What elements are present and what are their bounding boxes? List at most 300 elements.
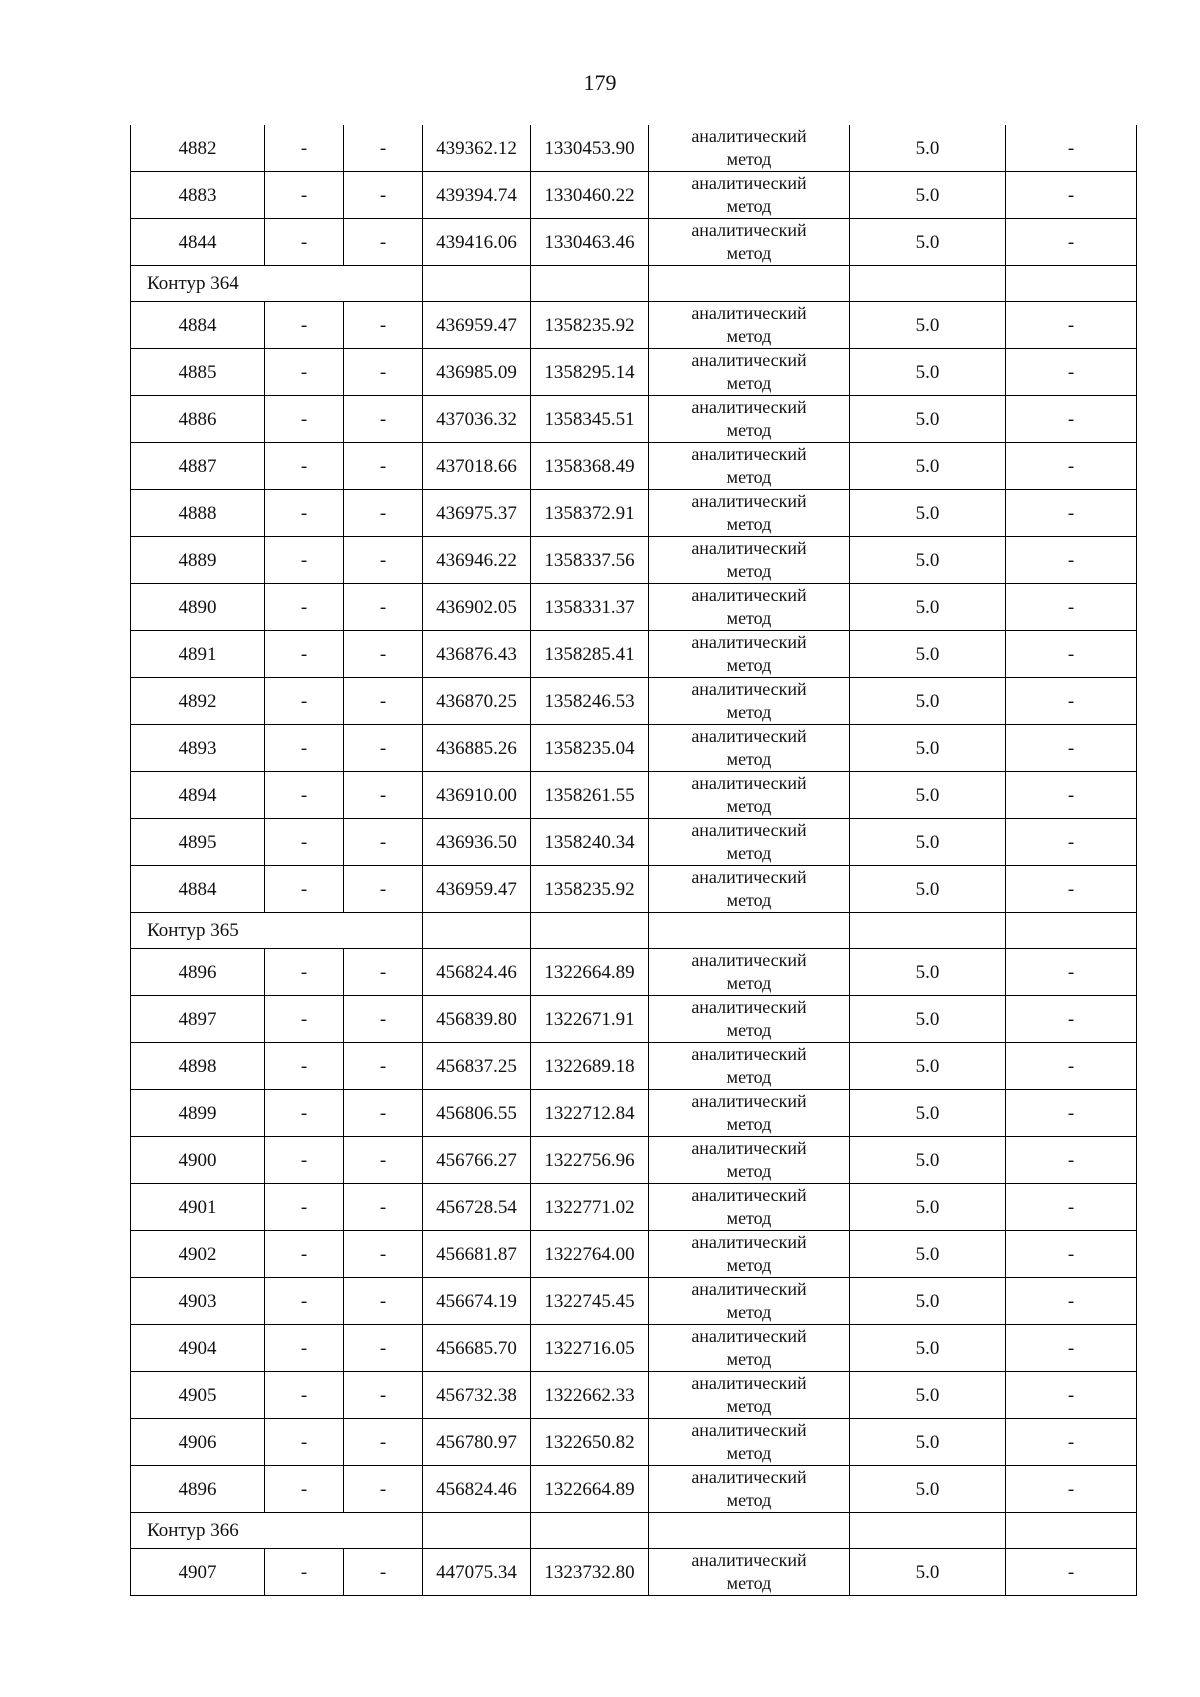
point-number-cell: 4888 bbox=[131, 490, 265, 537]
dash-cell: - bbox=[265, 1419, 344, 1466]
note-cell: - bbox=[1006, 678, 1137, 725]
table-row bbox=[131, 396, 1137, 443]
x-coordinate-cell: 456732.38 bbox=[423, 1372, 531, 1419]
method-text: аналитический bbox=[691, 1138, 807, 1158]
table-row bbox=[131, 949, 1137, 996]
method-cell bbox=[649, 772, 850, 819]
x-coordinate-cell: 436946.22 bbox=[423, 537, 531, 584]
dash-cell: - bbox=[344, 1549, 423, 1596]
empty-cell bbox=[649, 913, 850, 949]
accuracy-cell: 5.0 bbox=[850, 1466, 1006, 1513]
accuracy-cell: 5.0 bbox=[850, 1231, 1006, 1278]
accuracy-cell: 5.0 bbox=[850, 219, 1006, 266]
y-coordinate-cell: 1322756.96 bbox=[531, 1137, 649, 1184]
y-coordinate-cell: 1322671.91 bbox=[531, 996, 649, 1043]
accuracy-cell: 5.0 bbox=[850, 1137, 1006, 1184]
x-coordinate-cell: 436959.47 bbox=[423, 866, 531, 913]
table-row bbox=[131, 302, 1137, 349]
method-text: аналитический bbox=[691, 491, 807, 511]
empty-cell bbox=[423, 1513, 531, 1549]
point-number-cell: 4897 bbox=[131, 996, 265, 1043]
note-cell: - bbox=[1006, 396, 1137, 443]
point-number-cell: 4902 bbox=[131, 1231, 265, 1278]
note-cell: - bbox=[1006, 1549, 1137, 1596]
dash-cell: - bbox=[344, 1278, 423, 1325]
method-text: аналитический bbox=[691, 350, 807, 370]
accuracy-cell: 5.0 bbox=[850, 1043, 1006, 1090]
dash-cell: - bbox=[344, 1043, 423, 1090]
method-text: метод bbox=[726, 702, 772, 722]
empty-cell bbox=[1006, 913, 1137, 949]
point-number-cell: 4887 bbox=[131, 443, 265, 490]
y-coordinate-cell: 1322716.05 bbox=[531, 1325, 649, 1372]
note-cell: - bbox=[1006, 866, 1137, 913]
dash-cell: - bbox=[344, 490, 423, 537]
dash-cell: - bbox=[265, 1090, 344, 1137]
dash-cell: - bbox=[344, 349, 423, 396]
table-row bbox=[131, 1466, 1137, 1513]
method-text: метод bbox=[726, 467, 772, 487]
method-cell bbox=[649, 1549, 850, 1596]
method-text: аналитический bbox=[691, 1420, 807, 1440]
method-text: аналитический bbox=[691, 1550, 807, 1570]
method-text: аналитический bbox=[691, 1232, 807, 1252]
dash-cell: - bbox=[344, 219, 423, 266]
method-text: метод bbox=[726, 1114, 772, 1134]
dash-cell: - bbox=[344, 1419, 423, 1466]
point-number-cell: 4899 bbox=[131, 1090, 265, 1137]
dash-cell: - bbox=[344, 1090, 423, 1137]
dash-cell: - bbox=[265, 1043, 344, 1090]
dash-cell: - bbox=[265, 1184, 344, 1231]
dash-cell: - bbox=[265, 125, 344, 172]
y-coordinate-cell: 1322764.00 bbox=[531, 1231, 649, 1278]
dash-cell: - bbox=[265, 1372, 344, 1419]
y-coordinate-cell: 1322662.33 bbox=[531, 1372, 649, 1419]
dash-cell: - bbox=[265, 1325, 344, 1372]
contour-label: Контур 366 bbox=[131, 1513, 423, 1549]
point-number-cell: 4891 bbox=[131, 631, 265, 678]
note-cell: - bbox=[1006, 302, 1137, 349]
method-cell bbox=[649, 1466, 850, 1513]
method-text: метод bbox=[726, 843, 772, 863]
dash-cell: - bbox=[344, 725, 423, 772]
method-cell bbox=[649, 1043, 850, 1090]
accuracy-cell: 5.0 bbox=[850, 678, 1006, 725]
method-text: метод bbox=[726, 326, 772, 346]
accuracy-cell: 5.0 bbox=[850, 949, 1006, 996]
dash-cell: - bbox=[265, 396, 344, 443]
method-text: метод bbox=[726, 1302, 772, 1322]
y-coordinate-cell: 1330460.22 bbox=[531, 172, 649, 219]
contour-header-row bbox=[131, 1513, 1137, 1549]
method-cell bbox=[649, 1184, 850, 1231]
point-number-cell: 4884 bbox=[131, 866, 265, 913]
note-cell: - bbox=[1006, 584, 1137, 631]
method-cell bbox=[649, 1231, 850, 1278]
method-text: аналитический bbox=[691, 173, 807, 193]
method-cell bbox=[649, 302, 850, 349]
method-text: аналитический bbox=[691, 726, 807, 746]
table-row bbox=[131, 996, 1137, 1043]
method-text: метод bbox=[726, 1349, 772, 1369]
x-coordinate-cell: 456766.27 bbox=[423, 1137, 531, 1184]
dash-cell: - bbox=[344, 584, 423, 631]
y-coordinate-cell: 1322664.89 bbox=[531, 1466, 649, 1513]
accuracy-cell: 5.0 bbox=[850, 1325, 1006, 1372]
method-text: метод bbox=[726, 196, 772, 216]
accuracy-cell: 5.0 bbox=[850, 349, 1006, 396]
y-coordinate-cell: 1322664.89 bbox=[531, 949, 649, 996]
method-cell bbox=[649, 537, 850, 584]
dash-cell: - bbox=[265, 1549, 344, 1596]
point-number-cell: 4898 bbox=[131, 1043, 265, 1090]
y-coordinate-cell: 1323732.80 bbox=[531, 1549, 649, 1596]
x-coordinate-cell: 456839.80 bbox=[423, 996, 531, 1043]
method-cell bbox=[649, 1278, 850, 1325]
method-text: аналитический bbox=[691, 773, 807, 793]
dash-cell: - bbox=[265, 443, 344, 490]
dash-cell: - bbox=[344, 1184, 423, 1231]
method-text: метод bbox=[726, 1208, 772, 1228]
dash-cell: - bbox=[265, 996, 344, 1043]
empty-cell bbox=[531, 266, 649, 302]
x-coordinate-cell: 439362.12 bbox=[423, 125, 531, 172]
x-coordinate-cell: 436870.25 bbox=[423, 678, 531, 725]
dash-cell: - bbox=[344, 866, 423, 913]
point-number-cell: 4889 bbox=[131, 537, 265, 584]
coordinates-table bbox=[130, 125, 1137, 1596]
method-cell bbox=[649, 172, 850, 219]
accuracy-cell: 5.0 bbox=[850, 1372, 1006, 1419]
method-text: аналитический bbox=[691, 1326, 807, 1346]
x-coordinate-cell: 456674.19 bbox=[423, 1278, 531, 1325]
x-coordinate-cell: 436959.47 bbox=[423, 302, 531, 349]
dash-cell: - bbox=[265, 725, 344, 772]
method-text: аналитический bbox=[691, 820, 807, 840]
point-number-cell: 4904 bbox=[131, 1325, 265, 1372]
method-text: аналитический bbox=[691, 220, 807, 240]
y-coordinate-cell: 1358337.56 bbox=[531, 537, 649, 584]
point-number-cell: 4885 bbox=[131, 349, 265, 396]
method-text: метод bbox=[726, 243, 772, 263]
y-coordinate-cell: 1358285.41 bbox=[531, 631, 649, 678]
table-row bbox=[131, 537, 1137, 584]
method-text: метод bbox=[726, 749, 772, 769]
y-coordinate-cell: 1358331.37 bbox=[531, 584, 649, 631]
x-coordinate-cell: 456780.97 bbox=[423, 1419, 531, 1466]
method-text: метод bbox=[726, 973, 772, 993]
x-coordinate-cell: 447075.34 bbox=[423, 1549, 531, 1596]
method-text: метод bbox=[726, 608, 772, 628]
method-text: метод bbox=[726, 890, 772, 910]
method-cell bbox=[649, 396, 850, 443]
table-row bbox=[131, 172, 1137, 219]
y-coordinate-cell: 1322650.82 bbox=[531, 1419, 649, 1466]
dash-cell: - bbox=[265, 678, 344, 725]
method-text: метод bbox=[726, 514, 772, 534]
dash-cell: - bbox=[344, 1231, 423, 1278]
empty-cell bbox=[423, 913, 531, 949]
table-row bbox=[131, 125, 1137, 172]
dash-cell: - bbox=[265, 819, 344, 866]
dash-cell: - bbox=[265, 1278, 344, 1325]
method-cell bbox=[649, 1419, 850, 1466]
dash-cell: - bbox=[344, 1372, 423, 1419]
point-number-cell: 4882 bbox=[131, 125, 265, 172]
table-row bbox=[131, 678, 1137, 725]
method-cell bbox=[649, 443, 850, 490]
y-coordinate-cell: 1358261.55 bbox=[531, 772, 649, 819]
point-number-cell: 4901 bbox=[131, 1184, 265, 1231]
dash-cell: - bbox=[344, 631, 423, 678]
x-coordinate-cell: 436910.00 bbox=[423, 772, 531, 819]
dash-cell: - bbox=[265, 949, 344, 996]
note-cell: - bbox=[1006, 1231, 1137, 1278]
dash-cell: - bbox=[344, 537, 423, 584]
table-row bbox=[131, 490, 1137, 537]
dash-cell: - bbox=[265, 349, 344, 396]
dash-cell: - bbox=[265, 772, 344, 819]
method-cell bbox=[649, 584, 850, 631]
method-text: метод bbox=[726, 420, 772, 440]
dash-cell: - bbox=[344, 443, 423, 490]
dash-cell: - bbox=[265, 1466, 344, 1513]
note-cell: - bbox=[1006, 631, 1137, 678]
empty-cell bbox=[1006, 1513, 1137, 1549]
accuracy-cell: 5.0 bbox=[850, 1184, 1006, 1231]
point-number-cell: 4906 bbox=[131, 1419, 265, 1466]
x-coordinate-cell: 439416.06 bbox=[423, 219, 531, 266]
x-coordinate-cell: 456806.55 bbox=[423, 1090, 531, 1137]
point-number-cell: 4907 bbox=[131, 1549, 265, 1596]
note-cell: - bbox=[1006, 1090, 1137, 1137]
table-row bbox=[131, 1325, 1137, 1372]
table-row bbox=[131, 443, 1137, 490]
note-cell: - bbox=[1006, 172, 1137, 219]
method-text: метод bbox=[726, 1161, 772, 1181]
y-coordinate-cell: 1358235.04 bbox=[531, 725, 649, 772]
x-coordinate-cell: 436902.05 bbox=[423, 584, 531, 631]
contour-header-row bbox=[131, 913, 1137, 949]
method-cell bbox=[649, 1372, 850, 1419]
table-row bbox=[131, 725, 1137, 772]
note-cell: - bbox=[1006, 725, 1137, 772]
dash-cell: - bbox=[265, 1137, 344, 1184]
note-cell: - bbox=[1006, 1325, 1137, 1372]
note-cell: - bbox=[1006, 1419, 1137, 1466]
point-number-cell: 4886 bbox=[131, 396, 265, 443]
y-coordinate-cell: 1358246.53 bbox=[531, 678, 649, 725]
table-body bbox=[131, 125, 1137, 1596]
point-number-cell: 4903 bbox=[131, 1278, 265, 1325]
method-text: метод bbox=[726, 1020, 772, 1040]
note-cell: - bbox=[1006, 443, 1137, 490]
accuracy-cell: 5.0 bbox=[850, 725, 1006, 772]
method-text: аналитический bbox=[691, 444, 807, 464]
note-cell: - bbox=[1006, 1043, 1137, 1090]
method-text: аналитический bbox=[691, 1467, 807, 1487]
y-coordinate-cell: 1358235.92 bbox=[531, 866, 649, 913]
x-coordinate-cell: 439394.74 bbox=[423, 172, 531, 219]
method-text: аналитический bbox=[691, 1044, 807, 1064]
note-cell: - bbox=[1006, 537, 1137, 584]
note-cell: - bbox=[1006, 1466, 1137, 1513]
method-text: метод bbox=[726, 373, 772, 393]
empty-cell bbox=[531, 1513, 649, 1549]
y-coordinate-cell: 1358372.91 bbox=[531, 490, 649, 537]
x-coordinate-cell: 436936.50 bbox=[423, 819, 531, 866]
table-row bbox=[131, 349, 1137, 396]
note-cell: - bbox=[1006, 490, 1137, 537]
y-coordinate-cell: 1358235.92 bbox=[531, 302, 649, 349]
method-text: аналитический bbox=[691, 126, 807, 146]
contour-label: Контур 365 bbox=[131, 913, 423, 949]
dash-cell: - bbox=[344, 772, 423, 819]
method-text: аналитический bbox=[691, 397, 807, 417]
method-cell bbox=[649, 219, 850, 266]
dash-cell: - bbox=[344, 1466, 423, 1513]
empty-cell bbox=[649, 1513, 850, 1549]
point-number-cell: 4896 bbox=[131, 1466, 265, 1513]
table-row bbox=[131, 1372, 1137, 1419]
accuracy-cell: 5.0 bbox=[850, 631, 1006, 678]
method-text: аналитический bbox=[691, 950, 807, 970]
method-cell bbox=[649, 866, 850, 913]
method-cell bbox=[649, 1325, 850, 1372]
point-number-cell: 4884 bbox=[131, 302, 265, 349]
dash-cell: - bbox=[265, 172, 344, 219]
method-cell bbox=[649, 1090, 850, 1137]
table-row bbox=[131, 819, 1137, 866]
note-cell: - bbox=[1006, 996, 1137, 1043]
accuracy-cell: 5.0 bbox=[850, 125, 1006, 172]
accuracy-cell: 5.0 bbox=[850, 1419, 1006, 1466]
note-cell: - bbox=[1006, 1137, 1137, 1184]
method-text: метод bbox=[726, 655, 772, 675]
accuracy-cell: 5.0 bbox=[850, 443, 1006, 490]
point-number-cell: 4883 bbox=[131, 172, 265, 219]
method-cell bbox=[649, 631, 850, 678]
accuracy-cell: 5.0 bbox=[850, 996, 1006, 1043]
method-cell bbox=[649, 725, 850, 772]
table-row bbox=[131, 1549, 1137, 1596]
note-cell: - bbox=[1006, 219, 1137, 266]
point-number-cell: 4890 bbox=[131, 584, 265, 631]
point-number-cell: 4844 bbox=[131, 219, 265, 266]
method-cell bbox=[649, 678, 850, 725]
page-number: 179 bbox=[583, 70, 617, 95]
dash-cell: - bbox=[344, 125, 423, 172]
accuracy-cell: 5.0 bbox=[850, 1549, 1006, 1596]
method-text: аналитический bbox=[691, 997, 807, 1017]
dash-cell: - bbox=[344, 302, 423, 349]
method-text: метод bbox=[726, 149, 772, 169]
point-number-cell: 4895 bbox=[131, 819, 265, 866]
accuracy-cell: 5.0 bbox=[850, 396, 1006, 443]
method-text: метод bbox=[726, 1490, 772, 1510]
dash-cell: - bbox=[265, 584, 344, 631]
y-coordinate-cell: 1358345.51 bbox=[531, 396, 649, 443]
table-row bbox=[131, 1278, 1137, 1325]
accuracy-cell: 5.0 bbox=[850, 537, 1006, 584]
contour-header-row bbox=[131, 266, 1137, 302]
accuracy-cell: 5.0 bbox=[850, 302, 1006, 349]
dash-cell: - bbox=[265, 631, 344, 678]
note-cell: - bbox=[1006, 819, 1137, 866]
table-row bbox=[131, 631, 1137, 678]
note-cell: - bbox=[1006, 125, 1137, 172]
method-text: метод bbox=[726, 561, 772, 581]
y-coordinate-cell: 1330453.90 bbox=[531, 125, 649, 172]
x-coordinate-cell: 456824.46 bbox=[423, 949, 531, 996]
method-cell bbox=[649, 349, 850, 396]
point-number-cell: 4893 bbox=[131, 725, 265, 772]
method-cell bbox=[649, 996, 850, 1043]
accuracy-cell: 5.0 bbox=[850, 1278, 1006, 1325]
method-cell bbox=[649, 949, 850, 996]
y-coordinate-cell: 1330463.46 bbox=[531, 219, 649, 266]
dash-cell: - bbox=[344, 396, 423, 443]
method-text: аналитический bbox=[691, 1185, 807, 1205]
empty-cell bbox=[649, 266, 850, 302]
dash-cell: - bbox=[344, 819, 423, 866]
dash-cell: - bbox=[344, 1325, 423, 1372]
dash-cell: - bbox=[265, 537, 344, 584]
empty-cell bbox=[531, 913, 649, 949]
table-row bbox=[131, 1043, 1137, 1090]
method-text: метод bbox=[726, 1067, 772, 1087]
x-coordinate-cell: 456728.54 bbox=[423, 1184, 531, 1231]
x-coordinate-cell: 436876.43 bbox=[423, 631, 531, 678]
x-coordinate-cell: 456824.46 bbox=[423, 1466, 531, 1513]
table-row bbox=[131, 1090, 1137, 1137]
method-cell bbox=[649, 490, 850, 537]
dash-cell: - bbox=[344, 996, 423, 1043]
y-coordinate-cell: 1322745.45 bbox=[531, 1278, 649, 1325]
point-number-cell: 4894 bbox=[131, 772, 265, 819]
point-number-cell: 4900 bbox=[131, 1137, 265, 1184]
empty-cell bbox=[850, 1513, 1006, 1549]
note-cell: - bbox=[1006, 949, 1137, 996]
y-coordinate-cell: 1358240.34 bbox=[531, 819, 649, 866]
method-text: метод bbox=[726, 1255, 772, 1275]
x-coordinate-cell: 456681.87 bbox=[423, 1231, 531, 1278]
y-coordinate-cell: 1322689.18 bbox=[531, 1043, 649, 1090]
point-number-cell: 4905 bbox=[131, 1372, 265, 1419]
method-text: аналитический bbox=[691, 303, 807, 323]
contour-label: Контур 364 bbox=[131, 266, 423, 302]
method-text: метод bbox=[726, 1396, 772, 1416]
method-text: метод bbox=[726, 1573, 772, 1593]
x-coordinate-cell: 436885.26 bbox=[423, 725, 531, 772]
table-row bbox=[131, 1137, 1137, 1184]
dash-cell: - bbox=[265, 302, 344, 349]
note-cell: - bbox=[1006, 1372, 1137, 1419]
method-text: аналитический bbox=[691, 867, 807, 887]
table-row bbox=[131, 1184, 1137, 1231]
y-coordinate-cell: 1358295.14 bbox=[531, 349, 649, 396]
accuracy-cell: 5.0 bbox=[850, 819, 1006, 866]
accuracy-cell: 5.0 bbox=[850, 772, 1006, 819]
method-cell bbox=[649, 1137, 850, 1184]
empty-cell bbox=[850, 913, 1006, 949]
y-coordinate-cell: 1322771.02 bbox=[531, 1184, 649, 1231]
method-text: аналитический bbox=[691, 632, 807, 652]
accuracy-cell: 5.0 bbox=[850, 866, 1006, 913]
method-text: метод bbox=[726, 1443, 772, 1463]
table-row bbox=[131, 1231, 1137, 1278]
